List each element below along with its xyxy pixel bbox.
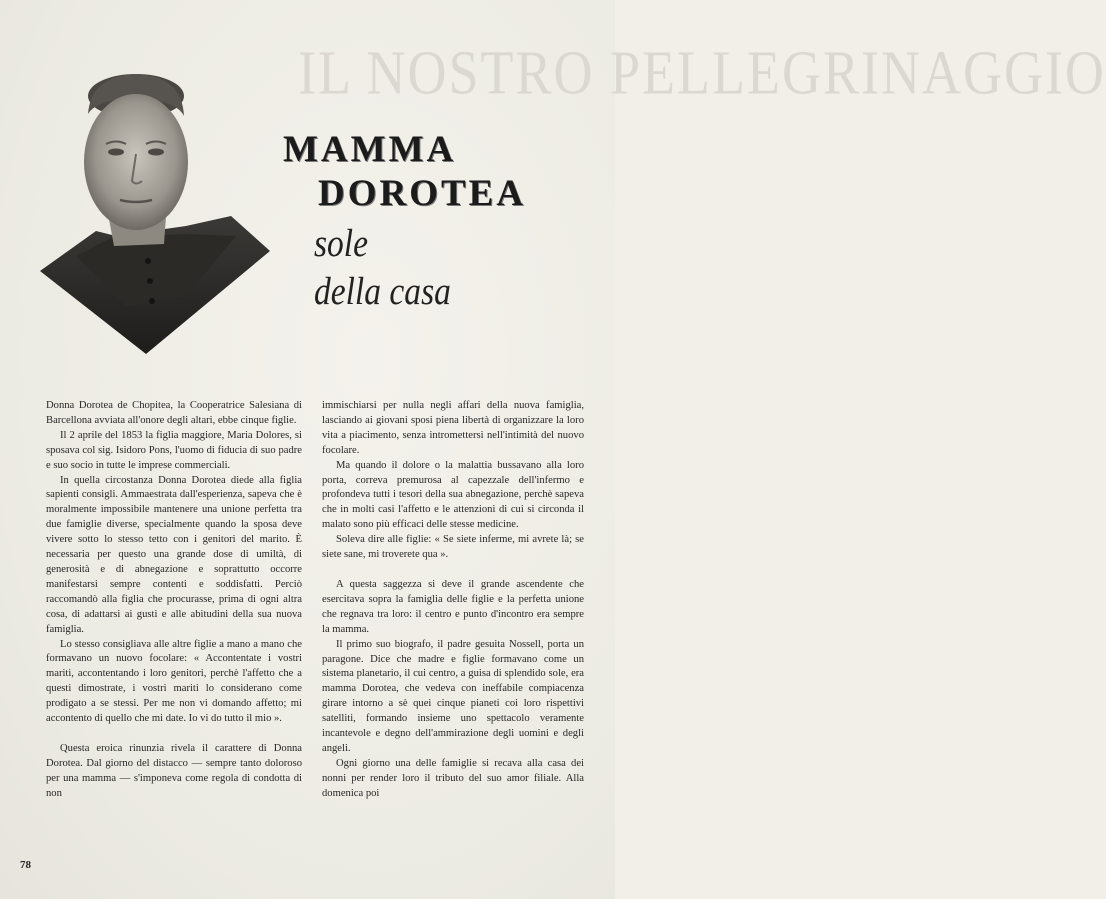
paragraph: Ma quando il dolore o la malattia bussavano alla loro porta, correva premurosa al capezzale dell'infermo e profondeva tutti i tesori della sua abnegazione, perchè sapeva che in molti casi l'affetto e le attenzioni di cui si circonda il malato sono più efficaci delle stesse medicine. (322, 459, 584, 531)
paragraph: A questa saggezza si deve il grande ascendente che esercitava sopra la famiglia delle figlie e la perfetta unione che regnava tra loro: il centro e punto d'incontro era sempre la mamma. (322, 578, 584, 635)
bleed-through-heading: IL NOSTRO PELLEGRINAGGIO (298, 38, 1106, 108)
paragraph: Il primo suo biografo, il padre gesuita Nossell, porta un paragone. Dice che madre e figlie formavano come un sistema planetario, il cui centro, a guisa di splendido sole, era mamma Dorotea, che vedeva con ineffabile compiacenza girare intorno a sè quei cinque pianeti coi loro rispettivi satelliti, formando insieme uno spettacolo veramente incantevole e degno dell'ammirazione degli uomini e degli angeli. (322, 638, 584, 754)
subtitle-line-1: sole (313, 222, 368, 265)
title-line-1: MAMMA (283, 129, 457, 170)
paragraph: Donna Dorotea de Chopitea, la Cooperatrice Salesiana di Barcellona avviata all'onore degli altari, ebbe cinque figlie. (46, 400, 302, 426)
paragraph: Soleva dire alle figlie: « Se siete inferme, mi avrete là; se siete sane, mi troverete qua ». (322, 534, 584, 561)
article-column-right (322, 399, 584, 802)
paragraph: In quella circostanza Donna Dorotea diede alla figlia sapienti consigli. Ammaestrata dall'esperienza, sapeva che è moralmente impossibile mantenere una unione perfetta tra due famiglie diverse, specialmente quando la sposa deve vivere sotto lo stesso tetto con i genitori del marito. È necessaria per questo una grande dose di umiltà, di generosità e di abnegazione e soprattutto occorre manifestarsi sempre contenti e soddisfatti. Perciò raccomandò alla figlia che procurasse, prima di ogni altra cosa, di adattarsi ai gusti e alle abitudini della sua nuova famiglia. (46, 474, 302, 635)
article-column-left (46, 399, 302, 802)
subtitle-line-2: della casa (313, 270, 451, 313)
paragraph: Ogni giorno una delle famiglie si recava alla casa dei nonni per render loro il tributo del suo amor filiale. Alla domenica poi (322, 757, 584, 799)
page-number: 78 (20, 859, 31, 871)
paragraph: Il 2 aprile del 1853 la figlia maggiore, Maria Dolores, si sposava col sig. Isidoro Pons, l'uomo di fiducia di suo padre e suo socio in tutte le imprese commerciali. (46, 429, 302, 471)
paragraph: Lo stesso consigliava alle altre figlie a mano a mano che formavano un nuovo focolare: « Accontentate i vostri mariti, accontentando i loro genitori, perchè l'affetto che a questi dimostrate, i vostri mariti lo considerano come prodigato a se stessi. Per me non vi domando affetto; mi accontento di quello che mi date. Io vi do tutto il mio ». (46, 638, 302, 725)
paragraph: immischiarsi per nulla negli affari della nuova famiglia, lasciando ai giovani sposi piena libertà di organizzare la loro vita a piacimento, senza intromettersi nell'intimità del nuovo focolare. (322, 400, 584, 456)
portrait-icon (36, 66, 270, 356)
portrait-photo (36, 66, 270, 356)
title-block (283, 128, 603, 316)
title-line-2: DOROTEA (318, 173, 527, 214)
paragraph: Questa eroica rinunzia rivela il carattere di Donna Dorotea. Dal giorno del distacco — sempre tanto doloroso per una mamma — s'imponeva come regola di condotta di non (46, 742, 302, 799)
